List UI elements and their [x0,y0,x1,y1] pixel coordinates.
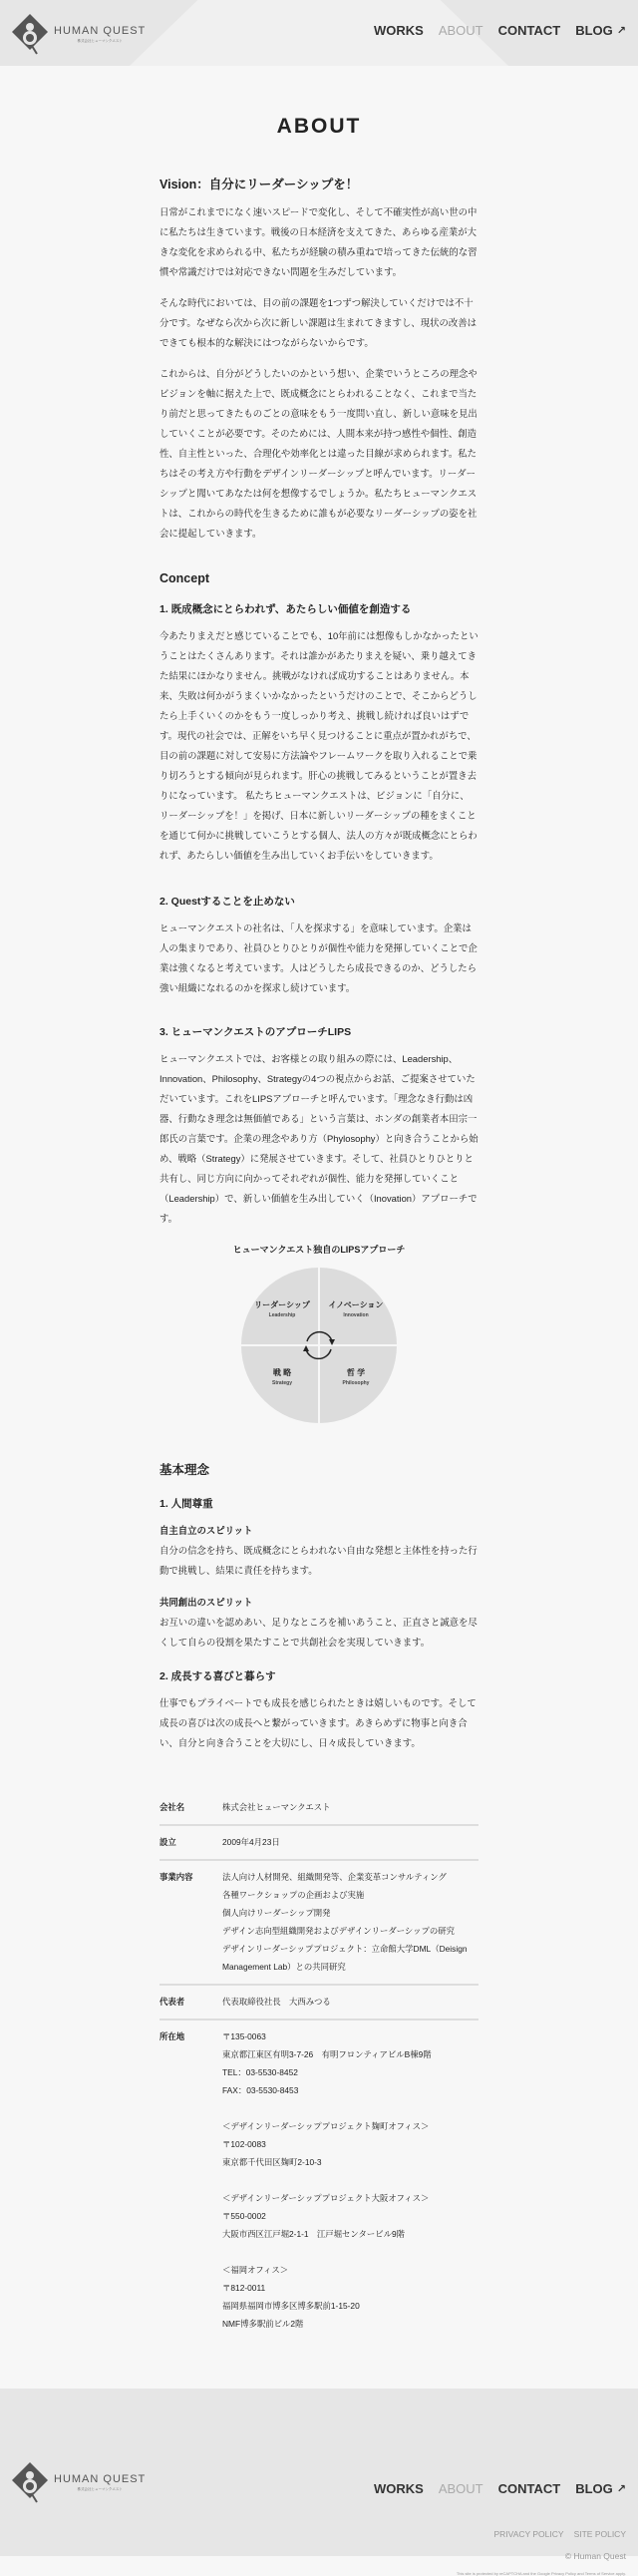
principles-title: 基本理念 [160,1463,210,1477]
company-value-line: 〒135-0063 [222,2031,266,2041]
footer-nav-works[interactable]: WORKS [373,2481,424,2496]
logo-subtitle: 株式会社ヒューマンクエスト [77,38,123,43]
company-row [160,1985,478,2020]
site-footer [0,2389,638,2576]
company-value-line: デザイン志向型組織開発およびデザインリーダーシップの研究 [222,1926,455,1936]
company-row-label: 事業内容 [160,1860,222,1985]
logo-name: HUMAN QUEST [54,2472,147,2485]
concept-section [160,571,478,1430]
vision-title: Vision：自分にリーダーシップを！ [160,178,359,191]
footer-nav-contact[interactable]: CONTACT [497,2481,561,2496]
quadrant-leadership-jp: リーダーシップ [254,1300,310,1309]
logo-mark-icon [10,12,50,56]
policy-links [493,2529,626,2539]
lips-circle [239,1266,399,1425]
concept-item-title: 3. ヒューマンクエストのアプローチLIPS [160,1026,352,1038]
nav-blog[interactable] [575,23,626,38]
company-value-line: 〒102-0083 [222,2139,266,2149]
vision-section [160,175,478,544]
company-value-line: NMF博多駅前ビル2階 [222,2319,304,2329]
company-value-line: 大阪市西区江戸堀2-1-1 江戸堀センタービル9階 [222,2229,405,2239]
footer-nav [374,2481,626,2496]
logo-subtitle: 株式会社ヒューマンクエスト [77,2486,123,2491]
concept-item-text: ヒューマンクエストでは、お客様との取り組みの際には、Leadership、Innovation、Philosophy、Strategyの4つの視点からお話、ご提案させていただいています。これをLIPSアプローチと呼んでいます。「理念なき行動は凶器、行動なき理念は無価値である」という言葉は、ホンダの創業者本田宗一郎氏の言葉です。企業の理念やあり方（Phylosophy）と向き合うことから始め、戦略（Strategy）に発展させていきます。そして、社員ひとりひとりと共有し、同じ方向に向かってそれぞれが個性、能力を発揮していくこと（Leadership）で、新しい価値を生み出していく（Inovation）アプローチです。 [160,1053,478,1224]
quadrant-philosophy-jp: 哲 学 [346,1368,366,1377]
quadrant-philosophy-en: Philosophy [342,1380,370,1386]
company-value-line [222,2243,478,2261]
principles-section [160,1460,478,1753]
company-row-label: 所在地 [160,2031,185,2041]
site-header [0,0,638,66]
lips-diagram-title: ヒューマンクエスト独自のLIPSアプローチ [232,1245,406,1255]
company-value-line: 東京都千代田区麹町2-10-3 [222,2157,322,2167]
company-value-line: 東京都江東区有明3-7-26 有明フロンティアビルB棟9階 [222,2049,432,2059]
privacy-policy-link[interactable]: PRIVACY POLICY [493,2529,564,2539]
company-row [160,1860,478,1985]
company-value-line: ＜デザインリーダーシッププロジェクト麹町オフィス＞ [222,2121,430,2131]
concept-item-title: 1. 既成概念にとらわれず、あたらしい価値を創造する [160,603,412,615]
quadrant-innovation-jp: イノベーション [328,1300,384,1309]
nav-contact[interactable]: CONTACT [497,23,561,38]
company-value-line: ＜デザインリーダーシッププロジェクト大阪オフィス＞ [222,2193,430,2203]
company-value-line: FAX：03-5530-8453 [222,2085,299,2095]
company-value-line: 各種ワークショップの企画および実施 [222,1890,365,1900]
company-row [160,1825,478,1860]
company-row-label: 会社名 [160,1791,222,1825]
external-link-icon: ↗ [616,25,626,37]
main-nav [374,23,626,38]
company-value-line: TEL：03-5530-8452 [222,2067,298,2077]
principle-title: 2. 成長する喜びと暮らす [160,1670,276,1682]
company-value-line [222,2099,478,2117]
footer-logo[interactable] [10,2460,146,2504]
company-value-line: 福岡県福岡市博多区博多駅前1-15-20 [222,2301,360,2311]
external-link-icon: ↗ [616,2483,626,2495]
copyright: © Human Quest [564,2551,626,2561]
vision-paragraph: そんな時代においては、目の前の課題を1つずつ解決していくだけでは不十分です。なぜなら次から次に新しい課題は生まれてきますし、現状の改善はできても根本的な解決にはつながらないからです。 [160,297,478,348]
main-content [160,66,478,2341]
concept-item-text: ヒューマンクエストの社名は、「人を探求する」を意味しています。企業は人の集まりであり、社員ひとりひとりが個性や能力を発揮していくことで企業は強くなると考えています。人はどうしたら成長できるのか、どうしたら強い組織になれるのかを探求し続けています。 [160,922,478,993]
company-row-label: 設立 [160,1825,222,1860]
footer-nav-blog[interactable] [575,2481,626,2496]
company-value-line: 法人向け人材開発、組織開発等、企業変革コンサルティング [222,1872,447,1882]
principle-subtitle: 自主自立のスピリット [160,1525,253,1536]
quadrant-strategy-en: Strategy [271,1380,293,1386]
company-value-line: 代表取締役社長 大西みつる [222,1997,331,2007]
nav-about[interactable]: ABOUT [438,23,483,38]
company-value-line [222,2171,478,2189]
page-title: ABOUT [276,115,362,138]
nav-blog-label: BLOG [575,2481,613,2496]
concept-item-title: 2. Questすることを止めない [160,896,295,908]
lips-diagram [160,1243,478,1430]
concept-item-text: 今あたりまえだと感じていることでも、10年前には想像もしかなかったということはたくさんあります。それは誰かがあたりまえを疑い、乗り越えてきた結果にほかなりません。挑戦がなければ成功することはありません。本来、失敗は何かがうまくいかなかったというだけのことで、そこからどうしたら上手くいくのかをもう一度しっかり考え、挑戦し続ければ良いはずです。現代の社会では、正解をいち早く見つけることに重点が置かれがちで、目の前の課題に対して安易に方法論やフレームワークを取り入れることで乗り切ろうとする傾向が見られます。肝心の挑戦してみるということが置き去りになっています。 私たちヒューマンクエストは、ビジョンに「自分に、リーダーシップを！」を掲げ、日本に新しいリーダーシップの種をまくことを通じて何かに挑戦していこうとする個人、法人の方々が既成概念にとらわれず、あたらしい価値を生み出していくお手伝いをしていきます。 [160,630,478,861]
company-value-line: デザインリーダーシッププロジェクト：立命館大学DML（Deisign Management Lab）との共同研究 [222,1944,468,1972]
recaptcha-notice: This site is protected by reCAPTCHA and the Google Privacy Policy and Terms of Service apply. [456,2571,626,2576]
principle-text: 自分の信念を持ち、既成概念にとらわれない自由な発想と主体性を持った行動で挑戦し、結果に責任を持ちます。 [160,1545,478,1576]
company-value-line: 株式会社ヒューマンクエスト [222,1802,331,1812]
principle-text: 仕事でもプライベートでも成長を感じられたときは嬉しいものです。そして成長の喜びは次の成長へと繋がっていきます。あきらめずに物事と向き合い、自分と向き合うことを大切にし、日々成長していきます。 [160,1697,477,1748]
vision-paragraph: 日常がこれまでになく速いスピードで変化し、そして不確実性が高い世の中に私たちは生きています。戦後の日本経済を支えてきた、あらゆる産業が大きな変化を求められる中、私たちが経験の積み重ねで培ってきた伝統的な習慣や常識だけでは対応できない問題を生みだしています。 [160,206,478,277]
company-row-value [222,1985,478,2020]
company-info-table [160,1791,478,2341]
company-value-line: 〒550-0002 [222,2211,266,2221]
company-row-label: 代表者 [160,1985,222,2020]
company-value-line: 〒812-0011 [222,2283,266,2293]
company-row [160,2020,478,2341]
concept-title: Concept [160,571,209,585]
company-value-line: 2009年4月23日 [222,1837,280,1847]
principle-title: 1. 人間尊重 [160,1498,213,1510]
logo-mark-icon [10,2460,50,2504]
company-row-value [222,2020,478,2341]
company-value-line: 個人向けリーダーシップ開発 [222,1908,331,1918]
company-row-value [222,1860,478,1985]
footer-nav-about[interactable]: ABOUT [438,2481,483,2496]
company-row-value [222,1825,478,1860]
logo[interactable] [10,12,146,56]
nav-blog-label: BLOG [575,23,613,38]
nav-works[interactable]: WORKS [373,23,424,38]
principle-text: お互いの違いを認めあい、足りなところを補いあうこと、正直さと誠意を尽くして自らの役割を果たすことで共創社会を実現していきます。 [160,1617,478,1648]
quadrant-leadership-en: Leadership [268,1312,296,1318]
quadrant-innovation-en: Innovation [343,1312,369,1318]
logo-name: HUMAN QUEST [54,24,147,37]
site-policy-link[interactable]: SITE POLICY [573,2529,626,2539]
principle-subtitle: 共同創出のスピリット [160,1597,253,1608]
company-value-line: ＜福岡オフィス＞ [222,2265,289,2275]
quadrant-strategy-jp: 戦 略 [272,1368,292,1377]
company-row [160,1791,478,1825]
company-row-value [222,1791,478,1825]
vision-paragraph: これからは、自分がどうしたいのかという想い、企業でいうところの理念やビジョンを軸に据えた上で、既成概念にとらわれることなく、これまで当たり前だと思ってきたものごとの意味をもう一度問い直し、新しい意味を見出していくことが必要です。そのためには、人間本来が持つ感性や個性、創造性、自主性といった、合理化や効率化とは違った目線が求められます。私たちはその考え方や行動をデザインリーダーシップと呼んでいます。リーダーシップと聞いてあなたは何を想像するでしょうか。私たちヒューマンクエストは、これからの時代を生きるために誰もが必要なリーダーシップの姿を社会に提起していきます。 [160,368,478,539]
